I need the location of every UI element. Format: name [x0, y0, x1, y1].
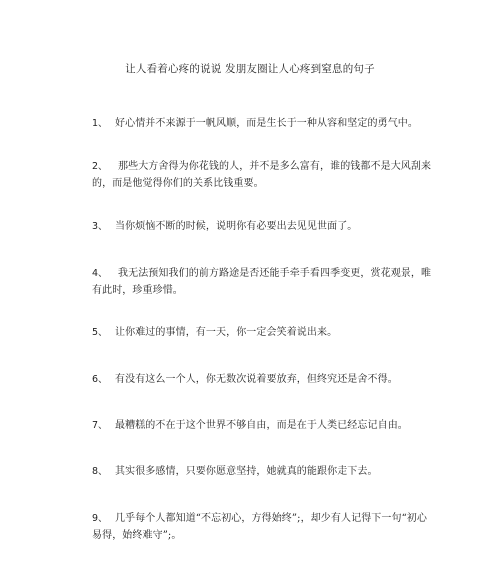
item-text: 其实很多感情，只要你愿意坚持，她就真的能跟你走下去。	[115, 466, 378, 477]
item-text: 好心情并不来源于一帆风顺，而是生长于一种从容和坚定的勇气中。	[115, 118, 418, 129]
list-item	[92, 510, 437, 544]
list-item	[92, 463, 437, 480]
item-text: 有没有这么一个人，你无数次说着要放弃，但终究还是舍不得。	[115, 374, 398, 385]
list-item	[92, 115, 437, 132]
list-item	[92, 218, 437, 235]
list-item	[92, 158, 437, 192]
item-number: 2、	[92, 161, 108, 172]
item-number: 6、	[92, 374, 108, 385]
item-number: 1、	[92, 118, 108, 129]
item-text: 那些大方舍得为你花钱的人，并不是多么富有，谁的钱都不是大风刮来的，而是他觉得你们的关系比钱重要。	[92, 161, 432, 189]
item-number: 8、	[92, 466, 108, 477]
item-number: 9、	[92, 513, 108, 524]
list-item	[92, 265, 437, 299]
item-number: 7、	[92, 420, 108, 431]
list-item	[92, 371, 437, 388]
document-title: 让人看着心疼的说说 发朋友圈让人心疼到窒息的句子	[125, 63, 375, 75]
list-item	[92, 324, 437, 341]
item-text: 让你难过的事情，有一天，你一定会笑着说出来。	[115, 327, 338, 338]
list-item	[92, 417, 437, 434]
item-text: 当你烦恼不断的时候，说明你有必要出去见见世面了。	[115, 221, 358, 232]
item-number: 5、	[92, 327, 108, 338]
item-number: 3、	[92, 221, 108, 232]
item-text: 最糟糕的不在于这个世界不够自由，而是在于人类已经忘记自由。	[115, 420, 408, 431]
item-text: 几乎每个人都知道“不忘初心，方得始终”;，却少有人记得下一句“初心易得，始终难守”;。	[92, 513, 428, 541]
item-text: 我无法预知我们的前方路途是否还能手牵手看四季变更，赏花观景，唯有此时，珍重珍惜。	[92, 268, 432, 296]
item-number: 4、	[92, 268, 108, 279]
